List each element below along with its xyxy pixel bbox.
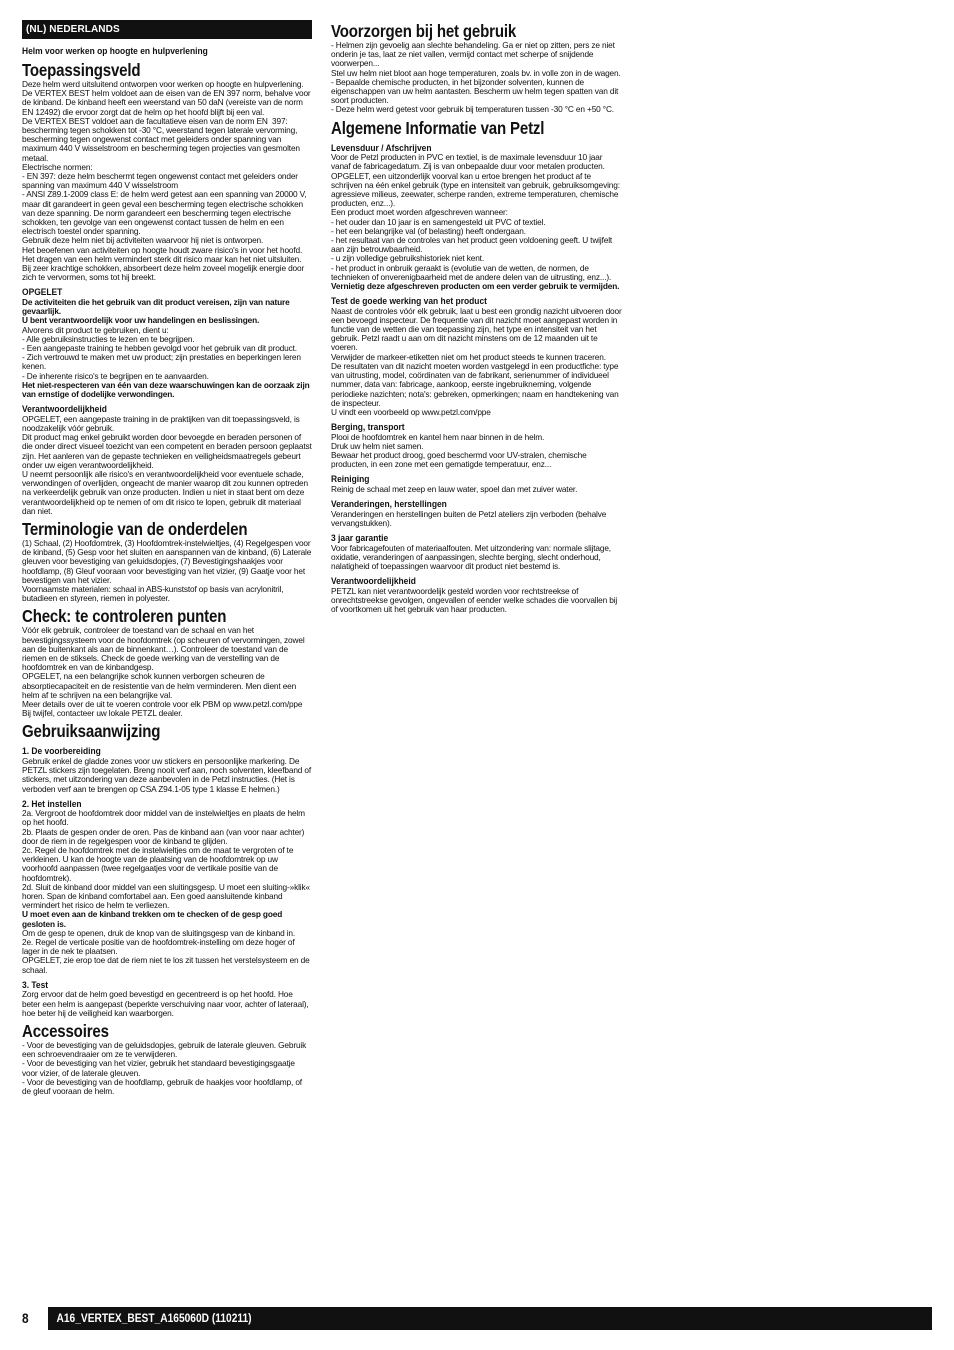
paragraph: Deze helm werd uitsluitend ontworpen voor werken op hoogte en hulpverlening. De VERTEX BEST helm voldoet aan de eisen van de EN 397 norm, behalve voor de kinband. De kinband heeft een weerstand van 50 daN (vereiste van de norm EN 12492) die ervoor zorgt dat de helm op het hoofd blijft bij een val. De VERTEX BEST voldoet aan de facultatieve eisen van de norm EN 397: bescherming tegen schokken tot -30 °C, weerstand tegen laterale vervorming, bescherming tegen ongewenst contact met geleiders onder spanning van maximum 440 V wisselstroom en bescherming tegen projecties van gesmolten metaal. Electrische normen: - EN 397: deze helm beschermt tegen ongewenst contact met geleiders onder spanning van maximum 440 V wisselstroom - ANSI Z89.1-2009 class E: de helm werd getest aan een spanning van 20000 V, maar dit garandeert in geen geval een bescherming tegen electrische schokken van deze spanning. De norm garandeert een bescherming tegen electrische schokken, ten gevolge van een ongewenst contact tussen de helm en een electrisch toestel onder spanning. Gebruik deze helm niet bij activiteiten waarvoor hij niet is ontworpen. Het beoefenen van activiteiten op hoogte houdt zware risico's in voor het hoofd. Het dragen van een helm vermindert sterk dit risico maar kan het niet uitsluiten. Bij zeer krachtige schokken, absorbeert deze helm zoveel mogelijk energie door zich te vervormen, soms tot hij breekt.	[22, 79, 311, 283]
paragraph: - Voor de bevestiging van de geluidsdopjes, gebruik de laterale gleuven. Gebruik een schroevendraaier om ze te verwijderen. - Voor de bevestiging van het vizier, gebruik het standaard bevestigingsgaatje voor vizier, of de laterale gleuven. - Voor de bevestiging van de hoofdlamp, gebruik de haakjes voor hoofdlamp, of de gleuf vooraan de helm.	[22, 1039, 307, 1096]
paragraph: Vóór elk gebruik, controleer de toestand van de schaal en van het bevestigingssysteem voor de hoofdomtrek (op scheuren of vervormingen, zowel aan de buitenkant als aan de binnenkant…). Controleer de toestand van de riemen en de stiksels. Check de goede werking van de verstelling van de hoofdomtrek en van de kinbandgesp. OPGELET, na een belangrijke schok kunnen verborgen scheuren de absorptiecapaciteit en de resistentie van de helm verminderen. Men dient een helm af te schrijven na een belangrijke val. Meer details over de uit te voeren controle voor elk PBM op www.petzl.com/ppe Bij twijfel, contacteer uw lokale PETZL dealer.	[22, 625, 305, 719]
footer-bar	[48, 1307, 932, 1330]
document-subtitle: Helm voor werken op hoogte en hulpverlening	[22, 46, 208, 57]
section-heading: Algemene Informatie van Petzl	[331, 117, 545, 138]
paragraph: Reinig de schaal met zeep en lauw water, spoel dan met zuiver water.	[331, 483, 578, 494]
paragraph: OPGELET, een aangepaste training in de praktijken van dit toepassingsveld, is noodzakelijk vóór gebruik. Dit product mag enkel gebruikt worden door bevoegde en beraden personen of die onder direct visueel toezicht van een competent en beraden persoon geplaatst zijn. Het aanleren van de gepaste technieken en veiligheidsmaatregels gebeurt onder uw eigen verantwoordelijkheid. U neemt persoonlijk alle risico's en verantwoordelijkheid voor eventuele schade, verwondingen of overlijden, ongeacht de manier waarop dit zou kunnen optreden na verkeerdelijk gebruik van onze producten. Indien u niet in staat bent om deze verantwoordelijkheid op te nemen of om dit risico te lopen, gebruik dit materiaal dan niet.	[22, 413, 312, 516]
paragraph: Gebruik enkel de gladde zones voor uw stickers en persoonlijke markering. De PETZL stickers zijn toegelaten. Breng nooit verf aan, noch solventen, kleefband of stickers, met uitzondering van deze aanbevolen in de Petzl instructies. (Het is verboden verf aan te brengen op CSA Z94.1-05 type 1 klasse E helmen.)	[22, 755, 314, 794]
bold-paragraph: De activiteiten die het gebruik van dit product vereisen, zijn van nature gevaarlijk. U bent verantwoordelijk voor uw handelingen en beslissingen.	[22, 296, 290, 326]
subsection-heading: Verantwoordelijkheid	[331, 575, 416, 587]
section-heading: Check: te controleren punten	[22, 606, 227, 627]
section-heading: Toepassingsveld	[22, 60, 141, 80]
subsection-heading: OPGELET	[22, 286, 63, 298]
subsection-heading: Veranderingen, herstellingen	[331, 498, 447, 510]
bold-paragraph: Vernietig deze afgeschreven producten om een verder gebruik te vermijden.	[331, 280, 620, 291]
subsection-heading: Levensduur / Afschrijven	[331, 141, 432, 153]
paragraph: Voor fabricagefouten of materiaalfouten. Met uitzondering van: normale slijtage, oxidatie, veranderingen of aanpassingen, slechte berging, slecht onderhoud, nalatigheid of toepassingen waarvoor dit product niet bestemd is.	[331, 542, 614, 571]
paragraph: Plooi de hoofdomtrek en kantel hem naar binnen in de helm. Druk uw helm niet samen. Bewaar het product droog, goed beschermd voor UV-stralen, chemische producten, in een zone met een gematigde temperatuur, enz...	[331, 431, 587, 470]
left-content-flow	[22, 61, 312, 1096]
left-column	[22, 20, 312, 1096]
subsection-heading: 2. Het instellen	[22, 797, 82, 809]
paragraph: Voor de Petzl producten in PVC en textiel, is de maximale levensduur 10 jaar vanaf de fabricagedatum. Zij is van onbepaalde duur voor metalen producten. OPGELET, een uitzonderlijk voorval kan u ertoe brengen het product af te schrijven na één enkel gebruik (type en intensiteit van gebruik, gebruiksomgeving: agressieve milieus, zeewater, scherpe randen, extreme temperaturen, chemische producten, enz...). Een product moet worden afgeschreven wanneer: - het ouder dan 10 jaar is en samengesteld uit PVC of textiel. - het een belangrijke val (of belasting) heeft ondergaan. - het resultaat van de controles van het product geen voldoening geeft. U twijfelt aan zijn betrouwbaarheid. - u zijn volledige gebruikshistoriek niet kent. - het product in onbruik geraakt is (evolutie van de wetten, de normen, de technieken of onverenigbaarheid met de andere delen van de uitrusting, enz...).	[331, 152, 620, 282]
subsection-heading: 3 jaar garantie	[331, 532, 389, 544]
section-heading: Accessoires	[22, 1020, 109, 1041]
paragraph: PETZL kan niet verantwoordelijk gesteld worden voor rechtstreekse of onrechtstreekse gevolgen, ongevallen of eender welke schades die voorvallen bij of voortkomen uit het gebruik van haar producten.	[331, 585, 620, 615]
subsection-heading: 3. Test	[22, 978, 49, 990]
paragraph: Zorg ervoor dat de helm goed bevestigd en gecentreerd is op het hoofd. Hoe beter een helm is aangepast (beperkte verschuiving naar voor, achter of lateraal), hoe beter hij de veiligheid kan waarborgen.	[22, 989, 311, 1018]
subsection-heading: Reiniging	[331, 473, 370, 485]
paragraph: Alvorens dit product te gebruiken, dient u: - Alle gebruiksinstructies te lezen en te begrijpen. - Een aangepaste training te hebben gevolgd voor het gebruik van dit product. - Zich vertrouwd te maken met uw product; zijn prestaties en beperkingen leren kenen. - De inherente risico's te begrijpen en te aanvaarden.	[22, 324, 301, 381]
section-heading: Voorzorgen bij het gebruik	[331, 21, 517, 41]
paragraph: Veranderingen en herstellingen buiten de Petzl ateliers zijn verboden (behalve vervangstukken).	[331, 508, 609, 528]
paragraph: Om de gesp te openen, druk de knop van de sluitingsgesp van de kinband in. 2e. Regel de verticale positie van de hoofdomtrek-instelling om deze hoger of lager in de nek te plaatsen. OPGELET, zie erop toe dat de riem niet te los zit tussen het verstelsysteem en de schaal.	[22, 927, 310, 975]
right-content-flow	[331, 22, 623, 614]
paragraph: - Helmen zijn gevoelig aan slechte behandeling. Ga er niet op zitten, pers ze niet onderin je tas, laat ze niet vallen, vermijd contact met scherpe of snijdende voorwerpen... Stel uw helm niet bloot aan hoge temperaturen, zoals bv. in volle zon in de wagen. - Bepaalde chemische producten, in het bijzonder solventen, kunnen de eigenschappen van uw helm aantasten. Bescherm uw helm tegen spatten van dit soort producten. - Deze helm werd getest voor gebruik bij temperaturen tussen -30 °C en +50 °C.	[331, 40, 621, 115]
language-header-bar: (NL) NEDERLANDS	[22, 20, 312, 39]
paragraph: 2a. Vergroot de hoofdomtrek door middel van de instelwieltjes en plaats de helm op het hoofd. 2b. Plaats de gespen onder de oren. Pas de kinband aan (van voor naar achter) door de riem in de regelgespen voor de kinband te glijden. 2c. Regel de hoofdomtrek met de instelwieltjes om de maat te vergroten of te verkleinen. U kan de hoogte van de plaatsing van de hoofdomtrek op uw voorhoofd aanpassen (twee regelgaatjes voor de vertikale positie van de hoofdomtrek). 2d. Sluit de kinband door middel van een sluitingsgesp. U moet een sluiting-»klik« horen. Span de kinband comfortabel aan. Een goed aansluitende kinband vermindert het risico de helm te verliezen.	[22, 808, 310, 911]
subsection-heading: Verantwoordelijkheid	[22, 403, 107, 415]
page-number: 8	[22, 1310, 29, 1326]
section-heading: Terminologie van de onderdelen	[22, 518, 248, 539]
paragraph: Naast de controles vóór elk gebruik, laat u best een grondig nazicht uitvoeren door een bevoegd inspecteur. De frequentie van dit nazicht moet aangepast worden in functie van de wetten die van toepassing zijn, het type en intensiteit van het gebruik. Petzl raadt u aan om dit nazicht minstens om de 12 maanden uit te voeren. Verwijder de markeer-etiketten niet om het product steeds te kunnen traceren. De resultaten van dit nazicht moeten worden vastgelegd in een productfiche: type van uitrusting, model, coördinaten van de fabrikant, serienummer of individueel nummer, data van: fabricage, aankoop, eerste ingebruikneming, volgende periodieke nazichten; nota's: gebreken, opmerkingen; naam en handtekening van de inspecteur. U vindt een voorbeeld op www.petzl.com/ppe	[331, 305, 622, 417]
subsection-heading: 1. De voorbereiding	[22, 745, 101, 757]
subsection-heading: Test de goede werking van het product	[331, 295, 487, 307]
bold-paragraph: Het niet-respecteren van één van deze waarschuwingen kan de oorzaak zijn van ernstige of dodelijke verwondingen.	[22, 379, 312, 399]
right-column	[331, 18, 623, 614]
paragraph: (1) Schaal, (2) Hoofdomtrek, (3) Hoofdomtrek-instelwieltjes, (4) Regelgespen voor de kinband, (5) Gesp voor het sluiten en aanspannen van de kinband, (6) Laterale gleuven voor bevestiging van geluidsdopjes, (7) Bevestigingshaakjes voor hoofdlamp, (8) Gleuf vooraan voor bevestiging van het vizier, (9) Gaatje voor het bevestigen van het vizier. Voornaamste materialen: schaal in ABS-kunststof op basis van acrylonitril, butadieen en styreen, riemen in polyester.	[22, 537, 312, 604]
section-heading: Gebruiksaanwijzing	[22, 721, 161, 742]
bold-paragraph: U moet even aan de kinband trekken om te checken of de gesp goed gesloten is.	[22, 909, 285, 929]
subsection-heading: Berging, transport	[331, 421, 405, 433]
document-code: A16_VERTEX_BEST_A165060D (110211)	[56, 1311, 252, 1325]
